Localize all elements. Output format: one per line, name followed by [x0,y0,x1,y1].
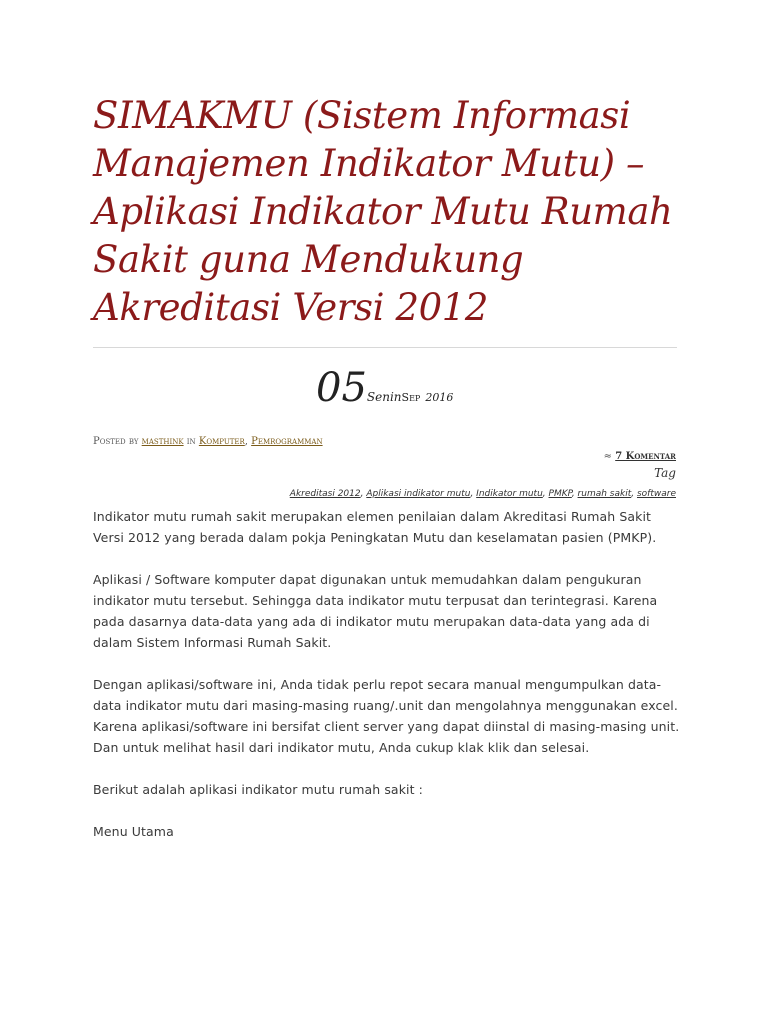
paragraph: Aplikasi / Software komputer dapat digunakan untuk memudahkan dalam pengukuran indikator mutu tersebut. Sehingga data indikator mutu terpusat dan terintegrasi. Karena pada dasarnya data-data yang ada di indikator mutu merupakan data-data yang ada di dalam Sistem Informasi Rumah Sakit. [93,572,658,650]
paragraph: Berikut adalah aplikasi indikator mutu rumah sakit : [93,782,423,797]
date-weekday: Senin [366,390,402,404]
paragraph: Indikator mutu rumah sakit merupakan elemen penilaian dalam Akreditasi Rumah Sakit Versi 2012 yang berada dalam pokja Peningkatan Mutu dan keselamatan pasien (PMKP). [93,509,657,545]
author-link[interactable]: masthink [141,436,184,447]
paragraph: Menu Utama [93,824,174,839]
paragraph: Dengan aplikasi/software ini, Anda tidak perlu repot secara manual mengumpulkan data-data indikator mutu dari masing-masing ruang/.unit dan mengolahnya menggunakan excel. Karena aplikasi/software ini bersifat client server yang dapat diinstal di masing-masing unit. Dan untuk melihat hasil dari indikator mutu, Anda cukup klak klik dan selesai. [93,677,680,755]
tag-link[interactable]: software [636,489,676,499]
date-year: 2016 [425,391,454,404]
title-divider [93,347,677,348]
tag-link[interactable]: Indikator mutu [476,489,543,499]
category-link-pemrogramman[interactable]: Pemrogramman [251,436,323,447]
tag-link[interactable]: Akreditasi 2012 [289,489,361,499]
tag-list: Akreditasi 2012, Aplikasi indikator mutu, Indikator mutu, PMKP, rumah sakit, software [289,489,676,499]
date-day: 05 [316,365,367,411]
tag-link[interactable]: PMKP [548,489,572,499]
tag-link[interactable]: rumah sakit [577,489,632,499]
in-label: in [186,436,196,447]
comments-prefix: ≈ [603,451,613,462]
tag-link[interactable]: Aplikasi indikator mutu [366,489,471,499]
date-month: Sep [401,391,421,404]
category-link-komputer[interactable]: Komputer [198,436,245,447]
comments-count [604,451,676,462]
post-date [316,366,453,410]
posted-by-label: Posted by [93,436,139,447]
comments-link[interactable]: 7 Komentar [615,451,676,462]
post-meta: Posted by masthink in Komputer, Pemrogramman [93,436,323,447]
post-title: SIMAKMU (Sistem Informasi Manajemen Indikator Mutu) – Aplikasi Indikator Mutu Rumah Sakit guna Mendukung Akreditasi Versi 2012 [93,94,673,329]
tag-label: Tag [654,466,676,480]
post-content [93,506,683,863]
